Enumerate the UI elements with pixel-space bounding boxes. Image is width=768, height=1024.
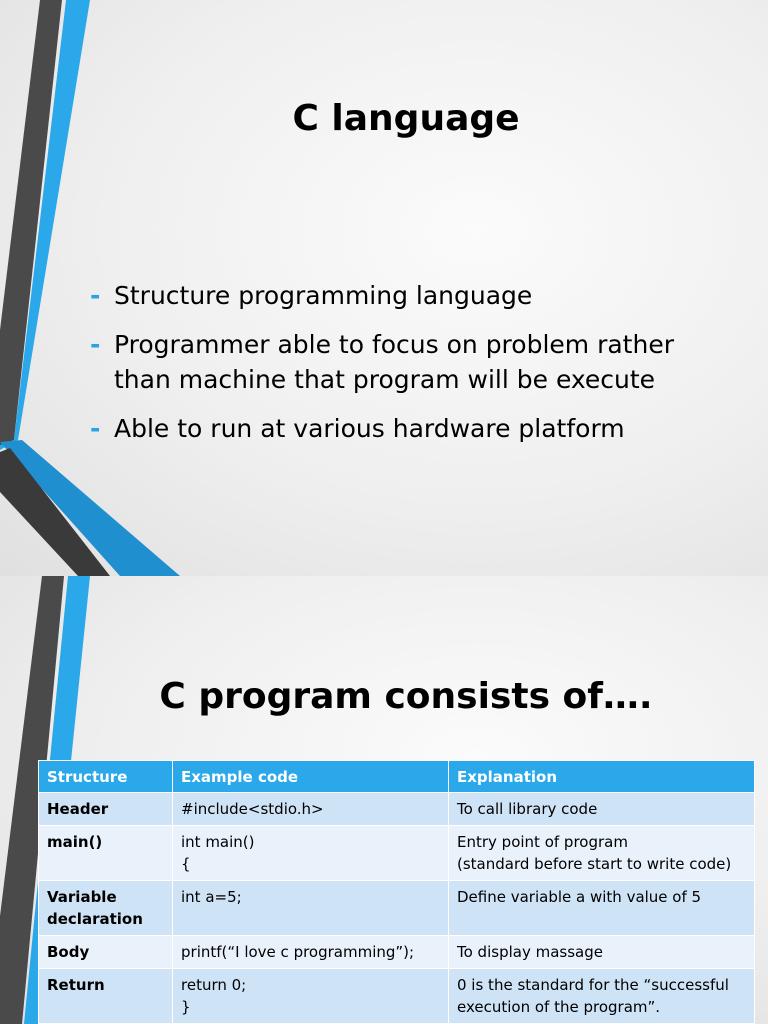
table-cell: To call library code: [449, 793, 755, 826]
table-row: [39, 881, 755, 936]
dash-bullet-icon: -: [90, 330, 101, 359]
slide-title: C language: [292, 98, 520, 139]
table-cell: main(): [39, 826, 173, 881]
bullet-text: Able to run at various hardware platform: [114, 414, 625, 443]
table-cell: Define variable a with value of 5: [449, 881, 755, 936]
bullet-item: [90, 278, 730, 313]
table-row: [39, 969, 755, 1024]
table-row: [39, 826, 755, 881]
table-header-row: [39, 761, 755, 793]
table-cell: Entry point of program (standard before start to write code): [449, 826, 755, 881]
column-header: Structure: [39, 761, 173, 793]
table-cell: Return: [39, 969, 173, 1024]
table-cell: printf(“I love c programming”);: [173, 936, 449, 969]
table-row: [39, 793, 755, 826]
table-cell: Variable declaration: [39, 881, 173, 936]
slide-2: [0, 576, 768, 1024]
bullet-item: [90, 411, 730, 446]
table-cell: Header: [39, 793, 173, 826]
bullet-text: Programmer able to focus on problem rather than machine that program will be execute: [114, 330, 674, 394]
dash-bullet-icon: -: [90, 281, 101, 310]
structure-table: [38, 760, 755, 1024]
bullet-item: [90, 327, 730, 397]
table-row: [39, 936, 755, 969]
table-cell: To display massage: [449, 936, 755, 969]
table-cell: return 0; }: [173, 969, 449, 1024]
table-cell: Body: [39, 936, 173, 969]
column-header: Example code: [173, 761, 449, 793]
table-cell: #include<stdio.h>: [173, 793, 449, 826]
bullet-text: Structure programming language: [114, 281, 533, 310]
table-cell: int a=5;: [173, 881, 449, 936]
dash-bullet-icon: -: [90, 414, 101, 443]
table-cell: int main() {: [173, 826, 449, 881]
column-header: Explanation: [449, 761, 755, 793]
table-cell: 0 is the standard for the “successful execution of the program”.: [449, 969, 755, 1024]
bullet-list: [90, 278, 730, 460]
slide-title: C program consists of….: [159, 676, 653, 717]
